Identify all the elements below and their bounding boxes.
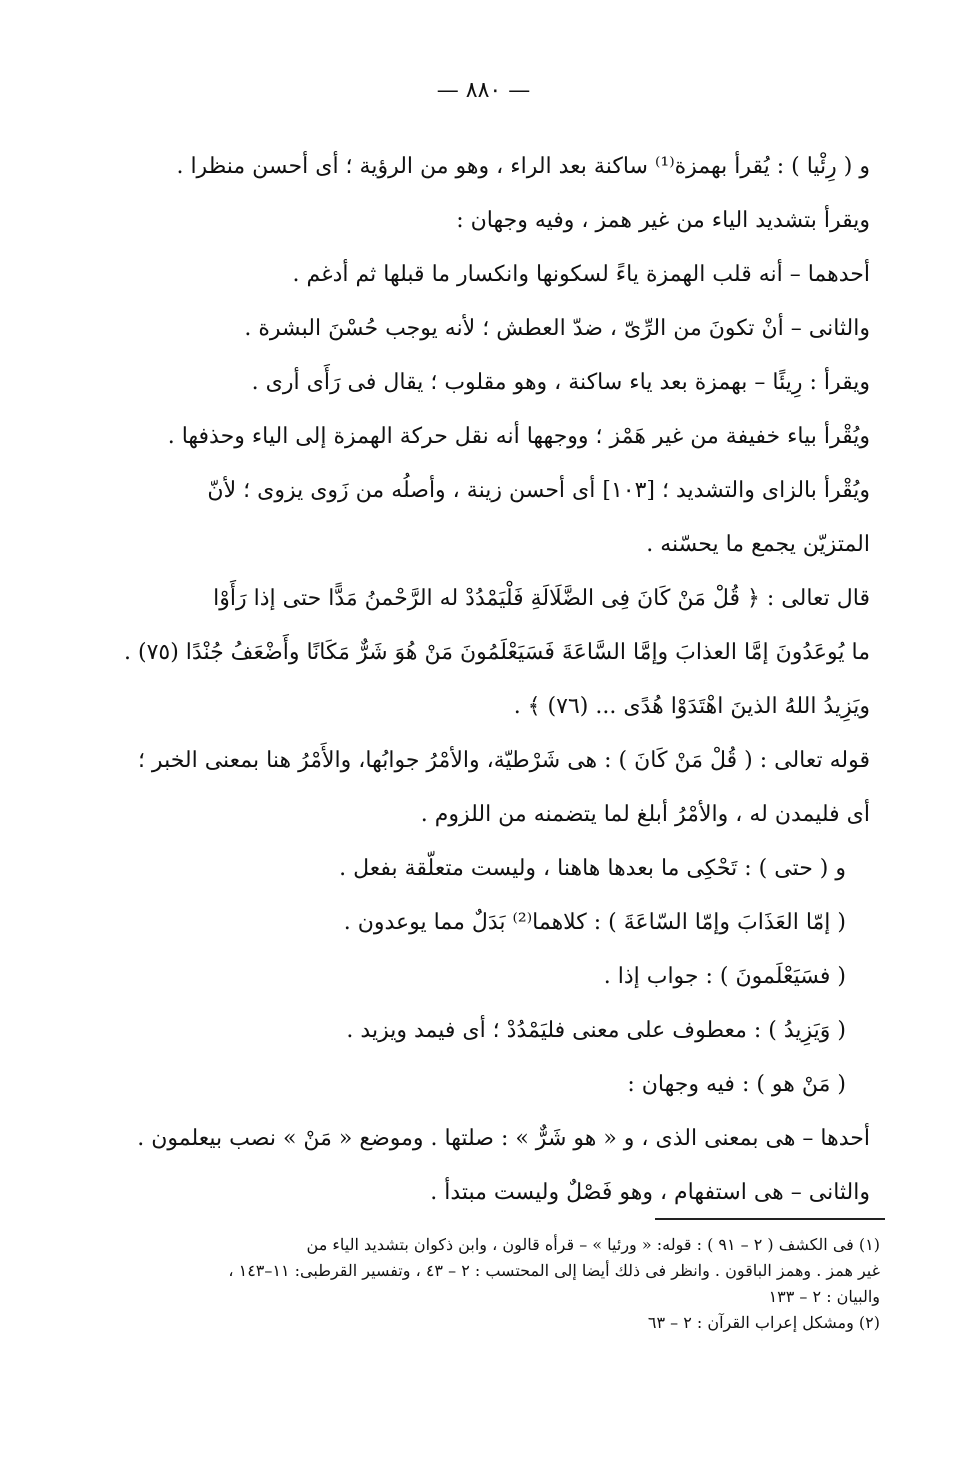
quran-verse-line: ما يُوعَدُونَ إمَّا العذابَ وإمَّا السَّاعَةَ فَسَيَعْلَمُونَ مَنْ هُوَ شَرٌّ مَكَانًا وأَضْعَفُ جُنْدًا (٧٥) . xyxy=(124,640,870,665)
quran-verse-line: ويَزِيدُ اللهُ الذينَ اهْتَدَوْا هُدًى ... (٧٦) ﴾ . xyxy=(513,694,870,719)
footnote-line: (٢) ومشكل إعراب القرآن : ٢ – ٦٣ xyxy=(647,1313,880,1332)
quran-verse-line: قال تعالى : ﴿ قُلْ مَنْ كَانَ فِى الضَّلَالَةِ فَلْيَمْدُدْ له الرَّحْمنُ مَدًّا حتى إذا رَأَوْا xyxy=(213,586,870,611)
page-number: — ٨٨٠ — xyxy=(436,78,531,103)
text-line: والثانى – هى استفهام ، وهو فَصْلٌ وليست مبتدأ . xyxy=(430,1180,870,1205)
text-line: والثانى – أنْ تكونَ من الرِّىّ ، ضدّ العطش ؛ لأنه يوجب حُسْنَ البشرة . xyxy=(244,316,870,341)
text-line: ويقرأ : رِيئًا – بهمزة بعد ياء ساكنة ، وهو مقلوب ؛ يقال فى رَأَى أرى . xyxy=(251,370,870,395)
text-line: أحدهما – أنه قلب الهمزة ياءً لسكونها وانكسار ما قبلها ثم أدغم . xyxy=(292,262,870,287)
footnote-line: والبيان : ٢ – ١٣٣ xyxy=(768,1287,880,1306)
footnotes xyxy=(95,1232,880,1336)
footnote-line: غير همز . وهمز الباقون . وانظر فى ذلك أيضا إلى المحتسب : ٢ – ٤٣ ، وتفسير القرطبى: ١١–١٤٣ ، xyxy=(228,1261,880,1280)
text-line: أى فليمدن له ، والأمْرُ أبلغ لما يتضمنه من اللزوم . xyxy=(420,802,870,827)
text-line: أحدها – هى بمعنى الذى ، و « هو شَرٌّ » : صلتها . وموضع « مَنْ » نصب بيعلمون . xyxy=(137,1126,870,1151)
text-line: و ( رِئْيا ) : يُقرأ بهمزة⁽¹⁾ ساكنة بعد الراء ، وهو من الرؤية ؛ أى أحسن منظرا . xyxy=(176,154,870,179)
text-line: ويقرأ بتشديد الياء من غير همز ، وفيه وجهان : xyxy=(456,208,870,233)
text-line: ( إمّا العَذَابَ وإمّا السّاعَةَ ) : كلاهما⁽²⁾ بَدَلٌ مما يوعدون . xyxy=(343,910,846,935)
text-line: المتزيّن يجمع ما يحسّنه . xyxy=(646,532,870,557)
main-text xyxy=(100,140,870,1220)
text-line: ( وَيَزِيدُ ) : معطوف على معنى فليَمْدُدْ ؛ أى فيمد ويزيد . xyxy=(346,1018,846,1043)
footnote-line: (١) فى الكشف ( ٢ – ٩١ ) : قوله: « ورئيا » – قرأه قالون ، وابن ذكوان بتشديد الياء من xyxy=(306,1235,880,1254)
text-line: ( فسَيَعْلَمونَ ) : جواب إذا . xyxy=(603,964,846,989)
text-line: و ( حتى ) : تَحْكِى ما بعدها هاهنا ، وليست متعلّقة بفعل . xyxy=(339,856,846,881)
text-line: قوله تعالى : ( قُلْ مَنْ كَانَ ) : هى شَرْطيّة، والأمْرُ جوابُها، والأَمْرُ هنا بمعنى الخبر ؛ xyxy=(137,748,870,773)
text-line: ويُقْرأ بياء خفيفة من غير هَمْز ؛ ووجهها أنه نقل حركة الهمزة إلى الياء وحذفها . xyxy=(167,424,870,449)
footnote-divider xyxy=(655,1218,885,1220)
text-line: ( مَنْ هو ) : فيه وجهان : xyxy=(627,1072,846,1097)
text-line: ويُقْرأ بالزاى والتشديد ؛ [١٠٣] أى أحسن زينة ، وأصلُه من زَوى يزوى ؛ لأنّ xyxy=(207,478,870,503)
